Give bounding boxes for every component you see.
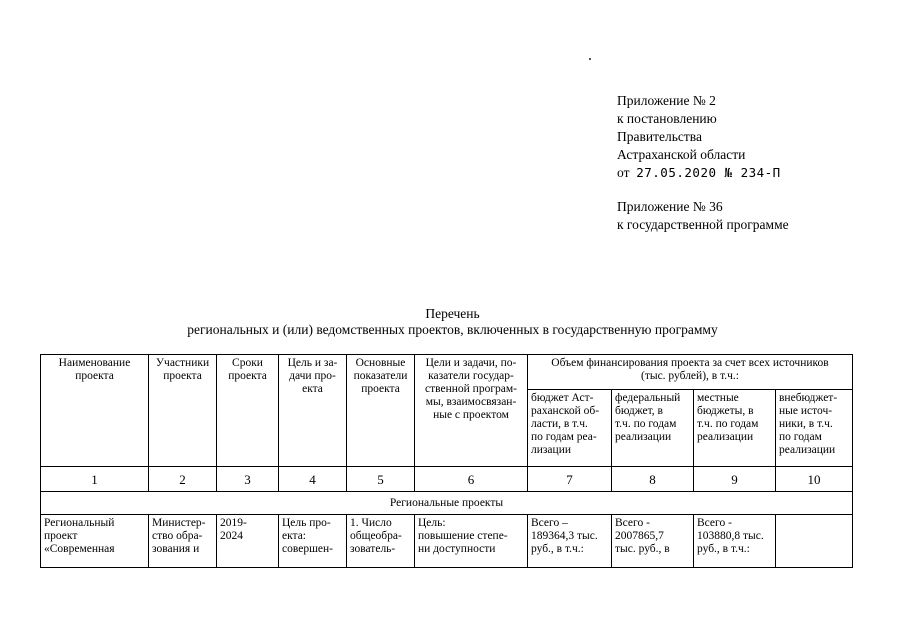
scan-dot [589, 58, 591, 60]
cell-line: лизации [531, 444, 572, 456]
cell-line: ласти, в т.ч. [531, 418, 588, 430]
cell-line: бюджет Аст- [531, 392, 594, 404]
cell-line: реализации [615, 431, 672, 443]
cell-line: по годам [779, 431, 822, 443]
cell-line: внебюджет- [779, 392, 838, 404]
header-local-budgets [694, 390, 776, 467]
header-funding [528, 355, 853, 390]
cell-line: Региональный [44, 517, 115, 529]
cell-line: Основные [355, 357, 406, 369]
col-number: 6 [415, 467, 528, 492]
document-title: Перечень [425, 306, 480, 321]
col-number: 3 [217, 467, 279, 492]
cell-line: казатели государ- [428, 370, 514, 382]
cell-line: реализации [779, 444, 836, 456]
cell-line: Сроки [232, 357, 263, 369]
appendix-line-1: Приложение № 2 [617, 93, 716, 108]
cell-line: тыс. руб., в [615, 543, 670, 555]
header-federal-budget [612, 390, 694, 467]
cell-line: ные источ- [779, 405, 833, 417]
cell-line: Объем финансирования проекта за счет всех источников [551, 357, 829, 369]
cell-line: т.ч. по годам [697, 418, 759, 430]
cell-line: местные [697, 392, 739, 404]
header-participants [149, 355, 217, 467]
cell-line: т.ч. по годам [615, 418, 677, 430]
appendix-date [617, 164, 789, 182]
cell-line: Всего - [615, 517, 650, 529]
cell-line: ство обра- [152, 530, 203, 542]
cell-line: ственной програм- [424, 383, 518, 395]
cell-line: руб., в т.ч.: [697, 543, 750, 555]
table-row [41, 515, 853, 568]
cell-line: по годам реа- [531, 431, 597, 443]
cell-line: зователь- [350, 543, 396, 555]
cell-line: Всего – [531, 517, 568, 529]
col-number: 10 [776, 467, 853, 492]
cell-federal-budget [612, 515, 694, 568]
header-regional-budget [528, 390, 612, 467]
cell-line: повышение степе- [418, 530, 508, 542]
cell-extrabudget [776, 515, 853, 568]
cell-line: проекта [361, 383, 400, 395]
cell-line: Министер- [152, 517, 206, 529]
date-stamp: 27.05.2020 № 234-П [636, 165, 781, 180]
cell-line: 2024 [220, 530, 243, 542]
cell-line: реализации [697, 431, 754, 443]
header-goals-tasks [415, 355, 528, 467]
cell-line: проект [44, 530, 78, 542]
cell-line: общеобра- [350, 530, 402, 542]
cell-local-budgets [694, 515, 776, 568]
header-indicators [347, 355, 415, 467]
cell-line: 2007865,7 [615, 530, 664, 542]
cell-terms [217, 515, 279, 568]
cell-participants [149, 515, 217, 568]
col-number: 2 [149, 467, 217, 492]
cell-line: ни доступности [418, 543, 496, 555]
cell-line: руб., в т.ч.: [531, 543, 584, 555]
cell-line: 103880,8 тыс. [697, 530, 764, 542]
cell-line: Всего - [697, 517, 732, 529]
cell-line: екта: [282, 530, 307, 542]
cell-line: совершен- [282, 543, 334, 555]
projects-table [40, 354, 853, 568]
cell-line: 1. Число [350, 517, 392, 529]
cell-line: «Современная [44, 543, 115, 555]
appendix-line-2: к постановлению [617, 111, 717, 126]
appendix-line-3: Правительства [617, 129, 702, 144]
cell-line: раханской об- [531, 405, 600, 417]
cell-line: бюджеты, в [697, 405, 754, 417]
appendix-line-6: Приложение № 36 [617, 199, 723, 214]
date-prefix: от [617, 165, 630, 180]
document-subtitle: региональных и (или) ведомственных проектов, включенных в государственную программу [187, 322, 718, 337]
col-number: 9 [694, 467, 776, 492]
cell-line: екта [302, 383, 323, 395]
cell-line: Цель про- [282, 517, 331, 529]
cell-line: Цель: [418, 517, 446, 529]
cell-line: проекта [228, 370, 267, 382]
cell-line: бюджет, в [615, 405, 663, 417]
cell-goal [279, 515, 347, 568]
cell-line: показатели [353, 370, 408, 382]
cell-name [41, 515, 149, 568]
cell-line: Участники [155, 357, 210, 369]
cell-line: (тыс. рублей), в т.ч.: [641, 370, 739, 382]
cell-line: дачи про- [289, 370, 336, 382]
cell-line: 2019- [220, 517, 247, 529]
cell-line: проекта [163, 370, 202, 382]
col-number: 4 [279, 467, 347, 492]
header-name [41, 355, 149, 467]
cell-indicators [347, 515, 415, 568]
cell-line: 189364,3 тыс. [531, 530, 598, 542]
appendix-block [617, 92, 789, 234]
appendix-line-7: к государственной программе [617, 217, 789, 232]
col-number: 1 [41, 467, 149, 492]
col-number: 7 [528, 467, 612, 492]
appendix-line-4: Астраханской области [617, 147, 746, 162]
cell-line: Цели и задачи, по- [425, 357, 517, 369]
header-goal [279, 355, 347, 467]
cell-line: федеральный [615, 392, 681, 404]
col-number: 5 [347, 467, 415, 492]
header-extrabudget [776, 390, 853, 467]
cell-line: Наименование [58, 357, 131, 369]
section-title: Региональные проекты [41, 492, 853, 515]
cell-line: Цель и за- [287, 357, 338, 369]
col-number: 8 [612, 467, 694, 492]
cell-line: мы, взаимосвязан- [425, 396, 517, 408]
cell-line: ники, в т.ч. [779, 418, 833, 430]
cell-goals-tasks [415, 515, 528, 568]
cell-regional-budget [528, 515, 612, 568]
header-terms [217, 355, 279, 467]
cell-line: проекта [75, 370, 114, 382]
cell-line: ные с проектом [433, 409, 509, 421]
cell-line: зования и [152, 543, 200, 555]
